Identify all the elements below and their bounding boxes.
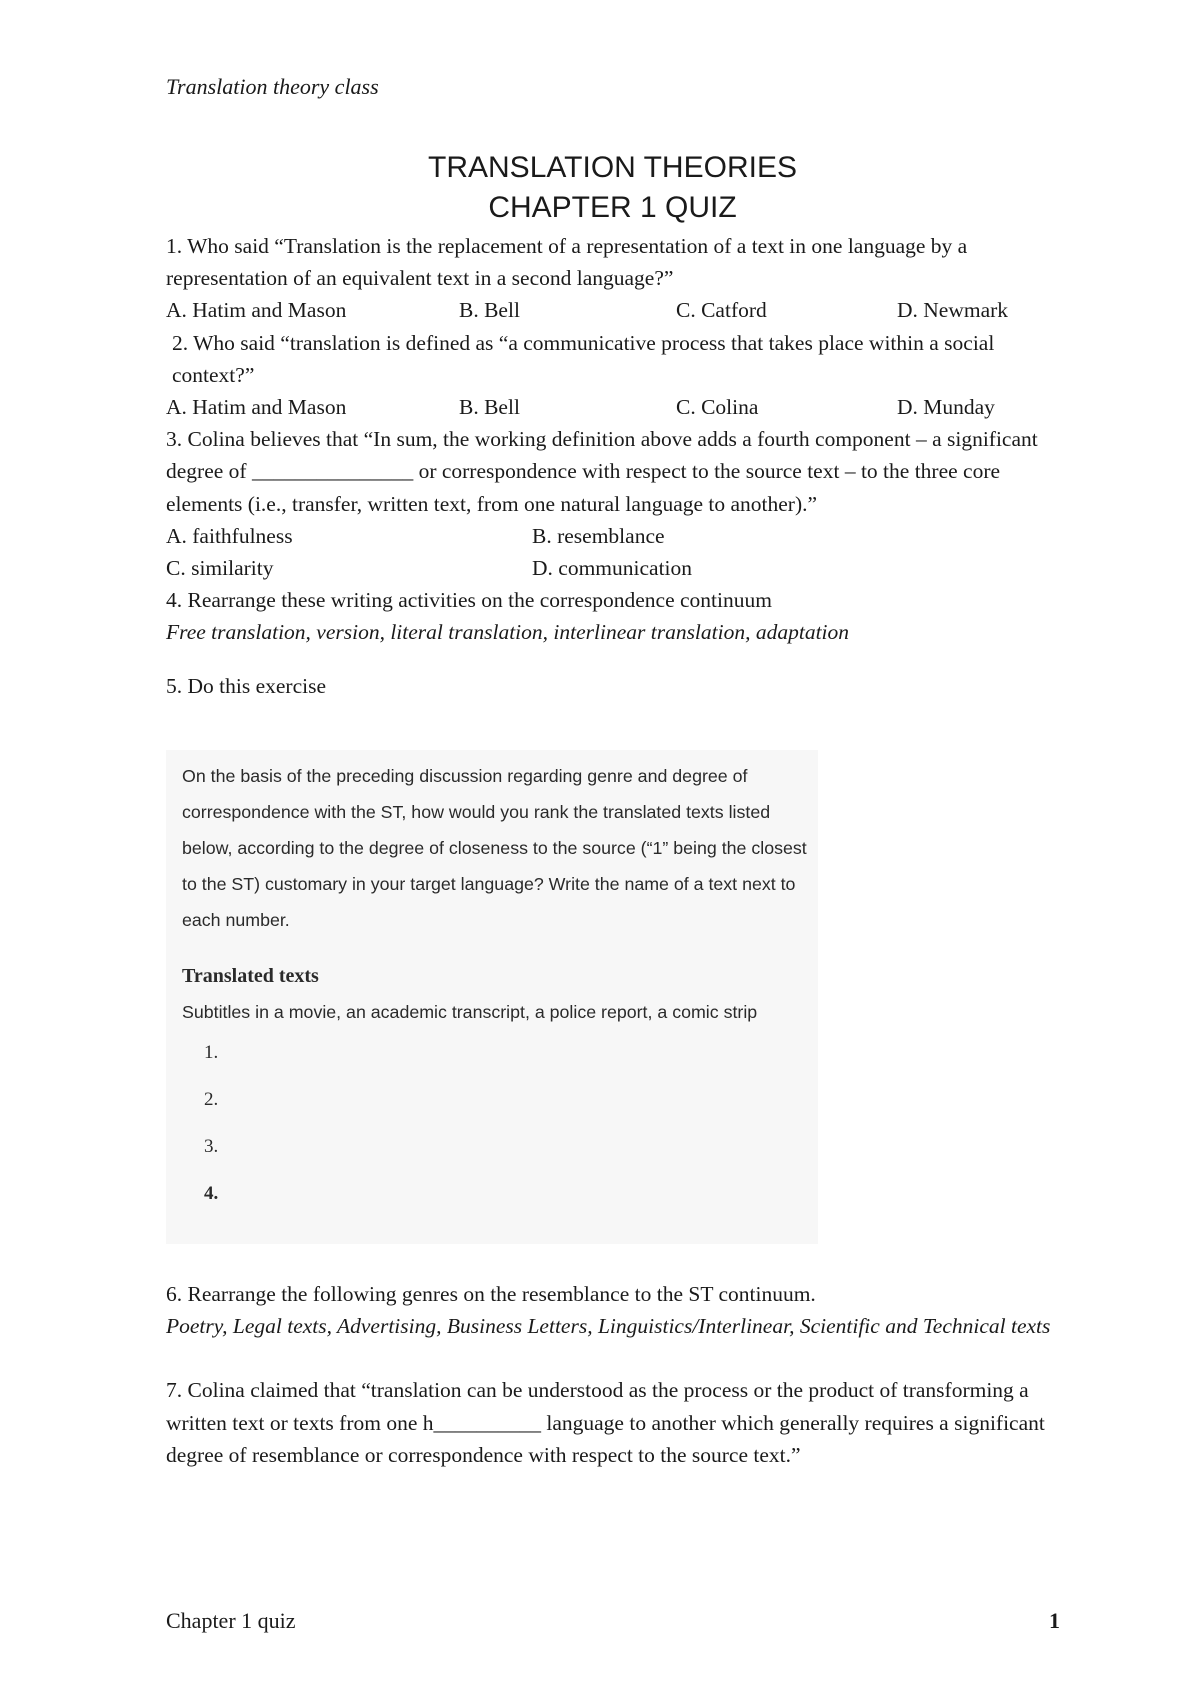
question-3: 3. Colina believes that “In sum, the working definition above adds a fourth component – a significant degree of _______________ or correspondence with respect to the source text – to the three core elements (i.e., transfer, written text, from one natural language to another).” (166, 427, 1038, 516)
question-4-items: Free translation, version, literal translation, interlinear translation, adaptation (166, 620, 850, 645)
page-number: 1 (1049, 1608, 1060, 1633)
question-3-options-row-2 (166, 552, 1066, 584)
option: B. Bell (459, 298, 520, 323)
option: A. Hatim and Mason (166, 298, 347, 323)
option: A. faithfulness (166, 523, 293, 548)
ranking-list (182, 1038, 814, 1226)
option: D. communication (532, 556, 693, 581)
quiz-body (166, 230, 1066, 702)
option: D. Munday (897, 395, 995, 420)
question-1: 1. Who said “Translation is the replacement of a representation of a text in one language by a representation of an equivalent text in a second language?” (166, 234, 968, 291)
page-subtitle: CHAPTER 1 QUIZ (488, 191, 737, 224)
exercise-texts: Subtitles in a movie, an academic transcript, a police report, a comic strip (182, 1002, 758, 1022)
ranking-item: 3. (204, 1136, 219, 1157)
question-6-items: Poetry, Legal texts, Advertising, Business Letters, Linguistics/Interlinear, Scientific and Technical texts (166, 1314, 1051, 1339)
option: B. Bell (459, 395, 520, 420)
ranking-item: 4. (204, 1183, 219, 1204)
option: A. Hatim and Mason (166, 395, 347, 420)
page-header: Translation theory class (166, 74, 379, 99)
option: D. Newmark (897, 298, 1009, 323)
question-1-options (166, 294, 1066, 326)
option: C. Catford (676, 298, 767, 323)
option: C. similarity (166, 556, 274, 581)
question-3-options-row-1 (166, 520, 1066, 552)
question-2: 2. Who said “translation is defined as “a communicative process that takes place within a social context?” (172, 330, 995, 387)
question-7: 7. Colina claimed that “translation can be understood as the process or the product of transforming a written text or texts from one h__________ language to another which generally requires a significant degree of resemblance or correspondence with respect to the source text.” (166, 1378, 1045, 1467)
question-6: 6. Rearrange the following genres on the resemblance to the ST continuum. (166, 1282, 816, 1306)
question-4: 4. Rearrange these writing activities on the correspondence continuum (166, 588, 772, 613)
question-5: 5. Do this exercise (166, 673, 327, 698)
exercise-instruction: On the basis of the preceding discussion regarding genre and degree of correspondence with the ST, how would you rank the translated texts listed below, according to the degree of closeness to the source (“1” being the closest to the ST) customary in your target language? Write the name of a text next to each number. (182, 766, 807, 930)
page-title: TRANSLATION THEORIES (428, 151, 797, 184)
question-2-options (166, 391, 1066, 423)
option: C. Colina (676, 395, 759, 420)
quiz-body-continued (166, 1278, 1066, 1471)
exercise-box (166, 750, 818, 1244)
ranking-item: 2. (204, 1089, 219, 1110)
ranking-item: 1. (204, 1042, 219, 1063)
option: B. resemblance (532, 523, 665, 548)
footer-label: Chapter 1 quiz (166, 1608, 296, 1633)
title-block (166, 148, 1059, 228)
exercise-heading: Translated texts (182, 965, 319, 987)
